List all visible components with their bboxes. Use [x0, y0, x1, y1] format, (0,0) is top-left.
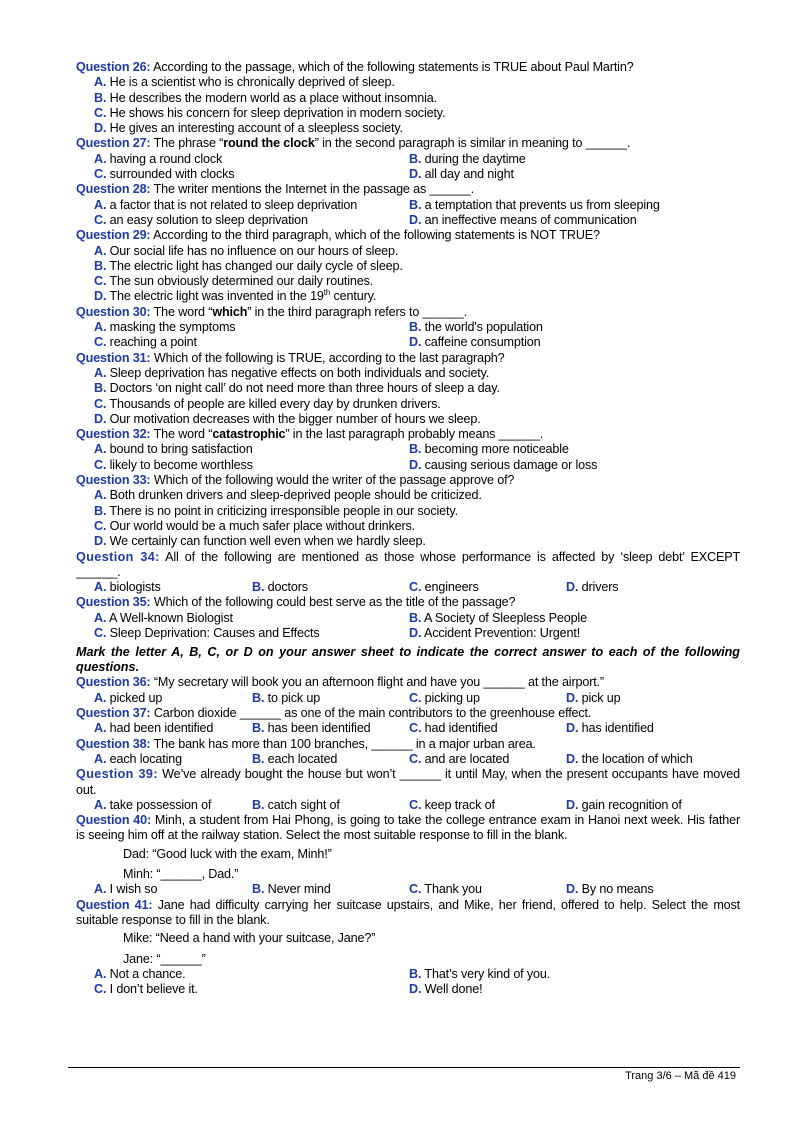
answer-option[interactable]: [566, 691, 621, 706]
option-text: Sleep Deprivation: Causes and Effects: [109, 625, 320, 640]
question-block: [76, 182, 740, 228]
question-number: Question 31:: [76, 350, 151, 365]
answer-option[interactable]: [94, 626, 320, 641]
question-number: Question 27:: [76, 136, 151, 151]
option-letter: A.: [94, 690, 107, 705]
question-text: The word “: [153, 427, 213, 442]
option-letter: C.: [94, 457, 107, 472]
option-letter: B.: [409, 151, 422, 166]
option-text: likely to become worthless: [109, 457, 253, 472]
option-letter: C.: [94, 396, 107, 411]
answer-option[interactable]: [76, 75, 740, 90]
option-text: an easy solution to sleep deprivation: [109, 212, 308, 227]
option-text: during the daytime: [424, 151, 526, 166]
option-text: the location of which: [581, 751, 693, 766]
option-letter: A.: [94, 721, 107, 736]
option-text: masking the symptoms: [109, 320, 236, 335]
option-text: Both drunken drivers and sleep-deprived people should be criticized.: [109, 488, 482, 503]
option-letter: B.: [252, 882, 265, 897]
option-text: caffeine consumption: [424, 335, 541, 350]
answer-option[interactable]: [76, 488, 740, 503]
option-text: drivers: [581, 580, 619, 595]
option-letter: D.: [566, 580, 579, 595]
answer-option[interactable]: [76, 412, 740, 427]
option-text: Our world would be a much safer place without drinkers.: [109, 518, 415, 533]
option-text: He gives an interesting account of a sleepless society.: [109, 121, 403, 136]
answer-option[interactable]: [76, 366, 740, 381]
option-text: The sun obviously determined our daily routines.: [109, 274, 374, 289]
option-letter: A.: [94, 365, 107, 380]
question-keyword: round the clock: [223, 136, 315, 151]
option-text: biologists: [109, 580, 161, 595]
options-row: [76, 320, 740, 335]
options-row: [76, 882, 740, 897]
option-letter: B.: [409, 442, 422, 457]
question-number: Question 26:: [76, 60, 151, 74]
answer-option[interactable]: [76, 121, 740, 136]
answer-option[interactable]: [94, 320, 235, 335]
question-stem: [76, 136, 740, 151]
answer-option[interactable]: [252, 691, 320, 706]
option-text: keep track of: [424, 797, 495, 812]
option-text: a temptation that prevents us from sleeping: [424, 197, 660, 212]
question-text: Carbon dioxide ______ as one of the main contributors to the greenhouse effect.: [153, 706, 592, 721]
question-text-end: ” in the third paragraph refers to ______.: [247, 304, 468, 319]
answer-option[interactable]: [566, 752, 693, 767]
question-stem: [76, 228, 740, 243]
question-keyword: which: [212, 304, 248, 319]
option-text: to pick up: [267, 690, 321, 705]
question-text: According to the third paragraph, which of the following statements is NOT TRUE?: [153, 228, 600, 243]
question-block: [76, 305, 740, 351]
options-row: [76, 691, 740, 706]
answer-option[interactable]: [76, 381, 740, 396]
option-letter: D.: [566, 797, 579, 812]
option-letter: A.: [94, 580, 107, 595]
answer-option[interactable]: [76, 519, 740, 534]
options-row: [76, 721, 740, 736]
question-number: Question 34:: [76, 549, 160, 564]
question-number: Question 28:: [76, 182, 151, 197]
page-number: Trang 3/6: [625, 1070, 672, 1082]
options-row: [76, 442, 740, 457]
option-text-end: century.: [330, 289, 377, 304]
question-number: Question 40:: [76, 813, 152, 828]
option-text: Our motivation decreases with the bigger number of hours we sleep.: [109, 411, 481, 426]
question-text-end: ” in the last paragraph probably means ______.: [285, 427, 544, 442]
answer-option[interactable]: [76, 259, 740, 274]
dialog-question-block: [76, 813, 740, 897]
option-text: He describes the modern world as a place without insomnia.: [109, 90, 437, 105]
option-text: He is a scientist who is chronically deprived of sleep.: [109, 75, 395, 90]
answer-option[interactable]: [409, 167, 514, 182]
option-letter: A.: [94, 151, 107, 166]
options-row: [76, 611, 740, 626]
question-text: Jane had difficulty carrying her suitcase upstairs, and Mike, her friend, offered to help. Select the most suitable response to fill in the blank.: [76, 897, 741, 927]
option-text: picking up: [424, 690, 480, 705]
option-letter: D.: [566, 721, 579, 736]
option-text: catch sight of: [267, 797, 340, 812]
question-text: According to the passage, which of the following statements is TRUE about Paul Martin?: [153, 60, 634, 74]
answer-option[interactable]: [409, 442, 569, 457]
option-letter: A.: [94, 75, 107, 90]
question-block: [76, 427, 740, 473]
option-letter: C.: [94, 625, 107, 640]
answer-option[interactable]: [409, 882, 482, 897]
options-row: [76, 982, 740, 997]
options-row: [76, 798, 740, 813]
option-letter: B.: [252, 751, 265, 766]
option-letter: C.: [409, 580, 422, 595]
option-letter: C.: [94, 212, 107, 227]
option-letter: A.: [94, 966, 107, 981]
option-letter: C.: [94, 274, 107, 289]
option-letter: B.: [409, 610, 422, 625]
answer-option[interactable]: [94, 691, 162, 706]
option-letter: D.: [94, 289, 107, 304]
option-letter: A.: [94, 751, 107, 766]
question-stem: [76, 706, 740, 721]
option-text: take possession of: [109, 797, 212, 812]
question-block: [76, 706, 740, 737]
option-text: We certainly can function well even when we hardly sleep.: [109, 534, 426, 549]
answer-option[interactable]: [94, 152, 222, 167]
question-block: [76, 550, 740, 596]
option-letter: A.: [94, 488, 107, 503]
question-text: Which of the following could best serve as the title of the passage?: [153, 595, 516, 610]
answer-option[interactable]: [94, 442, 253, 457]
dialog-line: Jane: “______”: [123, 951, 206, 966]
option-text: The electric light was invented in the 19: [109, 289, 324, 304]
option-text: causing serious damage or loss: [424, 457, 598, 472]
option-letter: D.: [409, 457, 422, 472]
options-row: [76, 335, 740, 350]
option-text: had identified: [424, 721, 498, 736]
question-list: [76, 60, 740, 997]
question-stem: [76, 550, 740, 581]
answer-option[interactable]: [76, 534, 740, 549]
option-letter: D.: [94, 534, 107, 549]
option-text: each locating: [109, 751, 182, 766]
answer-option[interactable]: [409, 335, 540, 350]
option-letter: C.: [94, 167, 107, 182]
answer-option[interactable]: [252, 882, 331, 897]
question-block: [76, 351, 740, 427]
answer-option[interactable]: [94, 335, 197, 350]
option-letter: A.: [94, 442, 107, 457]
option-letter: B.: [94, 381, 107, 396]
option-letter: A.: [94, 243, 107, 258]
answer-option[interactable]: [76, 91, 740, 106]
answer-option[interactable]: [409, 967, 550, 982]
question-text: All of the following are mentioned as those whose performance is affected by ‘sleep debt’ EXCEPT ______.: [76, 549, 741, 579]
option-letter: D.: [566, 882, 579, 897]
answer-option[interactable]: [94, 458, 253, 473]
answer-option[interactable]: [94, 167, 234, 182]
option-letter: B.: [252, 721, 265, 736]
option-letter: B.: [252, 797, 265, 812]
option-letter: C.: [409, 690, 422, 705]
option-letter: B.: [409, 320, 422, 335]
option-letter: C.: [409, 882, 422, 897]
option-text: Doctors ‘on night call’ do not need more than three hours of sleep a day.: [109, 381, 500, 396]
exam-code-label: Mã đề: [684, 1070, 715, 1082]
question-number: Question 37:: [76, 706, 151, 721]
option-text: and are located: [424, 751, 510, 766]
answer-option[interactable]: [252, 798, 340, 813]
question-stem: [76, 351, 740, 366]
answer-option[interactable]: [94, 721, 213, 736]
answer-option[interactable]: [76, 397, 740, 412]
question-block: [76, 595, 740, 641]
question-stem: [76, 737, 740, 752]
answer-option[interactable]: [409, 691, 480, 706]
answer-option[interactable]: [76, 504, 740, 519]
option-letter: A.: [94, 320, 107, 335]
options-row: [76, 752, 740, 767]
answer-option[interactable]: [566, 721, 654, 736]
option-letter: D.: [409, 625, 422, 640]
option-letter: B.: [252, 690, 265, 705]
question-stem: [76, 767, 740, 798]
option-text: That’s very kind of you.: [424, 966, 551, 981]
answer-option[interactable]: [94, 213, 308, 228]
option-text: engineers: [424, 580, 479, 595]
option-text: By no means: [581, 882, 654, 897]
option-text: all day and night: [424, 167, 514, 182]
answer-option[interactable]: [94, 882, 157, 897]
question-block: [76, 737, 740, 768]
option-text: doctors: [267, 580, 308, 595]
answer-option[interactable]: [409, 721, 497, 736]
options-row: [76, 152, 740, 167]
answer-option[interactable]: [409, 611, 587, 626]
option-text: the world's population: [424, 320, 543, 335]
option-text: A Well-known Biologist: [108, 610, 233, 625]
option-letter: D.: [566, 751, 579, 766]
answer-option[interactable]: [252, 752, 337, 767]
option-letter: A.: [94, 882, 107, 897]
section-instruction: Mark the letter A, B, C, or D on your answer sheet to indicate the correct answer to each of the following questions.: [76, 644, 740, 675]
answer-option[interactable]: [409, 580, 479, 595]
option-letter: B.: [94, 258, 107, 273]
option-letter: A.: [94, 610, 107, 625]
option-letter: D.: [409, 982, 422, 997]
question-stem: [76, 813, 740, 844]
option-letter: C.: [94, 518, 107, 533]
option-letter: C.: [94, 335, 107, 350]
question-stem: [76, 675, 740, 690]
option-text: having a round clock: [109, 151, 223, 166]
answer-option[interactable]: [252, 721, 371, 736]
option-letter: A.: [94, 797, 107, 812]
page-footer: [625, 1070, 736, 1082]
options-row: [76, 198, 740, 213]
answer-option[interactable]: [94, 982, 198, 997]
question-block: [76, 767, 740, 813]
question-block: [76, 228, 740, 304]
option-text: Thousands of people are killed every day by drunken drivers.: [109, 396, 441, 411]
question-number: Question 29:: [76, 228, 151, 243]
question-text-end: ” in the second paragraph is similar in meaning to ______.: [314, 136, 631, 151]
answer-option[interactable]: [76, 289, 740, 304]
option-text: Sleep deprivation has negative effects on both individuals and society.: [109, 365, 490, 380]
question-text: We’ve already bought the house but won’t ______ it until May, when the present occupants have moved out.: [76, 767, 740, 797]
question-number: Question 36:: [76, 675, 151, 690]
answer-option[interactable]: [76, 106, 740, 121]
question-number: Question 32:: [76, 427, 151, 442]
options-row: [76, 626, 740, 641]
question-block: [76, 675, 740, 706]
option-letter: D.: [94, 411, 107, 426]
question-number: Question 38:: [76, 736, 151, 751]
option-text: has been identified: [267, 721, 371, 736]
option-text: Our social life has no influence on our hours of sleep.: [109, 243, 399, 258]
option-text: had been identified: [109, 721, 214, 736]
option-letter: B.: [252, 580, 265, 595]
answer-option[interactable]: [409, 458, 597, 473]
question-text: The phrase “: [153, 136, 224, 151]
answer-option[interactable]: [252, 580, 308, 595]
option-text: each located: [267, 751, 338, 766]
option-text: Accident Prevention: Urgent!: [423, 625, 581, 640]
answer-option[interactable]: [409, 213, 637, 228]
question-text: Which of the following would the writer of the passage approve of?: [153, 473, 515, 488]
option-letter: D.: [409, 212, 422, 227]
answer-option[interactable]: [566, 798, 682, 813]
option-letter: C.: [409, 721, 422, 736]
answer-option[interactable]: [76, 274, 740, 289]
dialog-line: Mike: “Need a hand with your suitcase, Jane?”: [123, 931, 376, 946]
question-text: The bank has more than 100 branches, ______ in a major urban area.: [153, 736, 536, 751]
options-row: [76, 458, 740, 473]
answer-option[interactable]: [409, 626, 580, 641]
options-row: [76, 967, 740, 982]
option-letter: D.: [94, 121, 107, 136]
option-text: surrounded with clocks: [109, 167, 235, 182]
footer-dash: –: [671, 1070, 684, 1082]
option-text: The electric light has changed our daily cycle of sleep.: [109, 258, 403, 273]
answer-option[interactable]: [409, 152, 526, 167]
option-letter: B.: [409, 966, 422, 981]
answer-option[interactable]: [409, 798, 495, 813]
question-stem: [76, 60, 740, 75]
option-text: gain recognition of: [581, 797, 682, 812]
question-number: Question 41:: [76, 897, 153, 912]
question-number: Question 30:: [76, 304, 151, 319]
option-text: becoming more noticeable: [424, 442, 569, 457]
question-text: The word “: [153, 304, 213, 319]
question-number: Question 35:: [76, 595, 151, 610]
option-text: Not a chance.: [109, 966, 186, 981]
question-stem: [76, 898, 740, 929]
option-text: Well done!: [424, 982, 483, 997]
option-text: He shows his concern for sleep deprivation in modern society.: [109, 105, 446, 120]
options-row: [76, 580, 740, 595]
option-superscript: th: [323, 288, 331, 298]
option-text: a factor that is not related to sleep deprivation: [109, 197, 358, 212]
answer-option[interactable]: [409, 320, 543, 335]
option-letter: B.: [94, 90, 107, 105]
question-keyword: catastrophic: [212, 427, 286, 442]
option-letter: D.: [409, 335, 422, 350]
option-text: I don’t believe it.: [109, 982, 198, 997]
option-letter: C.: [94, 105, 107, 120]
answer-option[interactable]: [409, 198, 660, 213]
question-stem: [76, 427, 740, 442]
answer-option[interactable]: [409, 752, 509, 767]
question-stem: [76, 182, 740, 197]
answer-option[interactable]: [94, 798, 211, 813]
option-text: Thank you: [424, 882, 482, 897]
option-letter: D.: [566, 690, 579, 705]
answer-option[interactable]: [409, 982, 482, 997]
question-text: Which of the following is TRUE, according to the last paragraph?: [153, 350, 505, 365]
question-stem: [76, 473, 740, 488]
answer-option[interactable]: [76, 244, 740, 259]
option-text: Never mind: [267, 882, 331, 897]
option-text: has identified: [581, 721, 654, 736]
question-number: Question 33:: [76, 473, 151, 488]
footer-divider: [68, 1067, 740, 1068]
question-text: The writer mentions the Internet in the passage as ______.: [153, 182, 474, 197]
question-stem: [76, 305, 740, 320]
question-number: Question 39:: [76, 767, 158, 782]
dialog-line: Dad: “Good luck with the exam, Minh!”: [123, 846, 332, 861]
question-stem: [76, 595, 740, 610]
option-letter: B.: [94, 503, 107, 518]
answer-option[interactable]: [566, 882, 654, 897]
option-text: I wish so: [109, 882, 158, 897]
option-text: pick up: [581, 690, 621, 705]
question-block: [76, 60, 740, 136]
option-letter: C.: [409, 751, 422, 766]
answer-option[interactable]: [94, 752, 182, 767]
option-text: bound to bring satisfaction: [109, 442, 253, 457]
option-text: A Society of Sleepless People: [423, 610, 587, 625]
answer-option[interactable]: [566, 580, 618, 595]
answer-option[interactable]: [94, 198, 357, 213]
option-letter: C.: [409, 797, 422, 812]
question-text: Minh, a student from Hai Phong, is going to take the college entrance exam in Hanoi next week. His father is seeing him off at the railway station. Select the most suitable response to fill in the blank.: [76, 813, 740, 843]
option-letter: B.: [409, 197, 422, 212]
option-letter: C.: [94, 982, 107, 997]
answer-option[interactable]: [94, 967, 185, 982]
options-row: [76, 167, 740, 182]
option-text: There is no point in criticizing irresponsible people in our society.: [109, 503, 458, 518]
dialog-question-block: [76, 898, 740, 998]
options-row: [76, 213, 740, 228]
option-text: an ineffective means of communication: [424, 212, 637, 227]
answer-option[interactable]: [94, 611, 233, 626]
dialog-line: Minh: “______, Dad.”: [123, 867, 239, 882]
question-block: [76, 473, 740, 549]
question-block: [76, 136, 740, 182]
option-letter: D.: [409, 167, 422, 182]
option-text: reaching a point: [109, 335, 197, 350]
option-letter: A.: [94, 197, 107, 212]
question-text: “My secretary will book you an afternoon flight and have you ______ at the airport.”: [153, 675, 604, 690]
exam-code: 419: [714, 1070, 736, 1082]
answer-option[interactable]: [94, 580, 161, 595]
option-text: picked up: [109, 690, 163, 705]
